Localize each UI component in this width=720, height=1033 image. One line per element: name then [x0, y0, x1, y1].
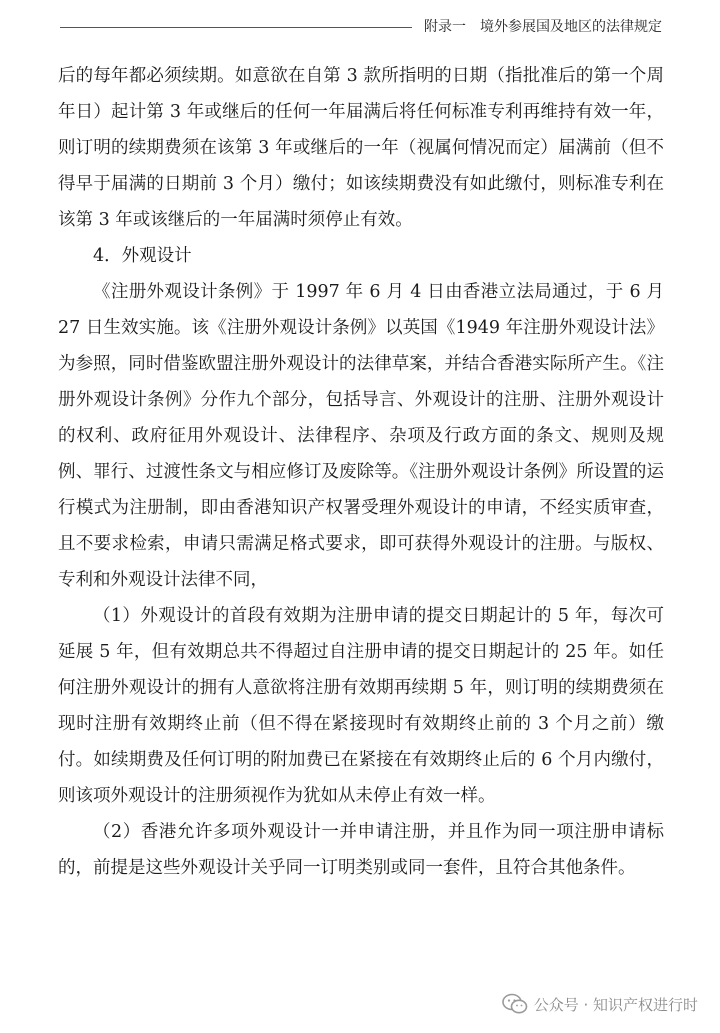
header-rule	[60, 27, 412, 28]
watermark-text: 公众号 · 知识产权进行时	[533, 995, 698, 1014]
paragraph-item-1: （1）外观设计的首段有效期为注册申请的提交日期起计的 5 年，每次可延展 5 年，但有效期总共不得超过自注册申请的提交日期起计的 25 年。如任何注册外观设计的拥有人意欲将注册有效期再续期 5 年，则订明的续期费须在现时注册有效期终止前（但不得在紧接现时有效期终止前的 3 个月之前）缴付。如续期费及任何订明的附加费已在紧接在有效期终止后的 6 个月内缴付，则该项外观设计的注册须视作为犹如从未停止有效一样。	[58, 606, 664, 806]
page-body	[58, 58, 664, 886]
paragraph-ordinance: 《注册外观设计条例》于 1997 年 6 月 4 日由香港立法局通过，于 6 月 27 日生效实施。该《注册外观设计条例》以英国《1949 年注册外观设计法》为参照，同时借鉴欧盟注册外观设计的法律草案，并结合香港实际所产生。《注册外观设计条例》分作九个部分，包括导言、外观设计的注册、注册外观设计的权利、政府征用外观设计、法律程序、杂项及行政方面的条文、规则及规例、罪行、过渡性条文与相应修订及废除等。《注册外观设计条例》所设置的运行模式为注册制，即由香港知识产权署受理外观设计的申请，不经实质审查，且不要求检索，申请只需满足格式要求，即可获得外观设计的注册。与版权、专利和外观设计法律不同，	[58, 282, 664, 590]
paragraph-continued: 后的每年都必须续期。如意欲在自第 3 款所指明的日期（指批准后的第一个周年日）起计第 3 年或继后的任何一年届满后将任何标准专利再维持有效一年，则订明的续期费须在该第 3 年或继后的一年（视属何情况而定）届满前（但不得早于届满的日期前 3 个月）缴付；如该续期费没有如此缴付，则标准专利在该第 3 年或该继后的一年届满时须停止有效。	[58, 66, 664, 230]
running-header	[60, 14, 662, 40]
paragraph-item-2: （2）香港允许多项外观设计一并申请注册，并且作为同一项注册申请标的，前提是这些外观设计关乎同一订明类别或同一套件，且符合其他条件。	[58, 822, 664, 878]
wechat-watermark	[502, 989, 698, 1019]
wechat-icon	[502, 993, 528, 1015]
section-heading-design: 4．外观设计	[93, 246, 192, 266]
running-header-title: 附录一 境外参展国及地区的法律规定	[424, 19, 662, 35]
